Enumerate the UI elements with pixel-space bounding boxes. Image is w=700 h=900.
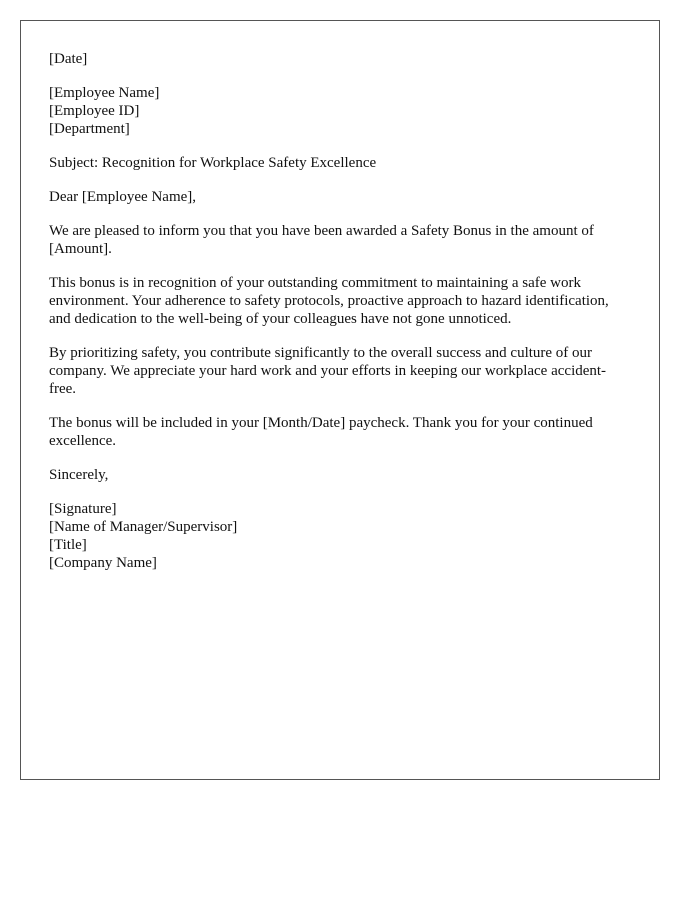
signature-block	[49, 500, 631, 572]
recipient-block	[49, 84, 631, 138]
recipient-department: [Department]	[49, 121, 130, 137]
letter-subject: Subject: Recognition for Workplace Safety Excellence	[49, 155, 377, 171]
manager-title: [Title]	[49, 537, 87, 553]
letter-date: [Date]	[49, 51, 88, 67]
body-paragraph-paycheck: The bonus will be included in your [Month/Date] paycheck. Thank you for your continued excellence.	[49, 415, 593, 449]
recipient-id: [Employee ID]	[49, 103, 140, 119]
company-name: [Company Name]	[49, 555, 157, 571]
body-paragraph-award: We are pleased to inform you that you have been awarded a Safety Bonus in the amount of [Amount].	[49, 223, 594, 257]
letter-closing: Sincerely,	[49, 467, 109, 483]
salutation-block	[49, 188, 631, 206]
body-paragraph-recognition: This bonus is in recognition of your outstanding commitment to maintaining a safe work environment. Your adherence to safety protocols, proactive approach to hazard identification, and dedication to the well-being of your colleagues have not gone unnoticed.	[49, 275, 609, 327]
letter-salutation: Dear [Employee Name],	[49, 189, 197, 205]
subject-block	[49, 154, 631, 172]
date-block	[49, 50, 631, 68]
closing-block	[49, 466, 631, 484]
signature-placeholder: [Signature]	[49, 501, 117, 517]
body-paragraph-appreciation: By prioritizing safety, you contribute significantly to the overall success and culture of our company. We appreciate your hard work and your efforts in keeping our workplace accident-free.	[49, 345, 607, 397]
letter-page	[20, 20, 660, 780]
manager-name: [Name of Manager/Supervisor]	[49, 519, 238, 535]
recipient-name: [Employee Name]	[49, 85, 160, 101]
